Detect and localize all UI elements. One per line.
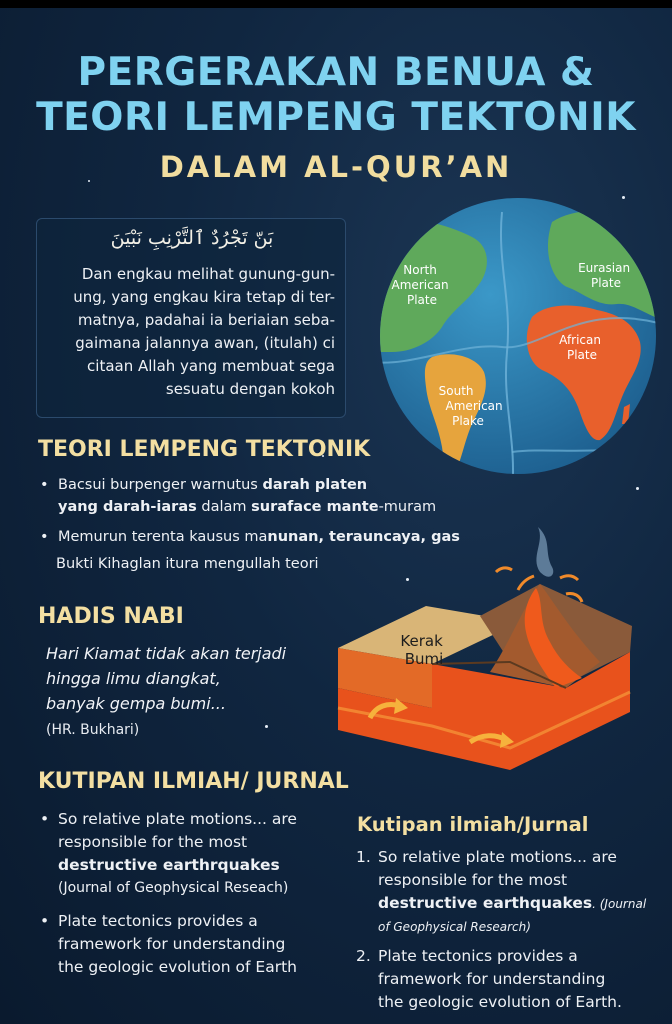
- tectonic-note: Bukti Kihaglan itura mengullah teori: [56, 556, 319, 572]
- text: dalam: [196, 499, 252, 515]
- verse-line: matnya, padahai ia beriaian seba-: [77, 311, 335, 329]
- hadis-line: Hari Kiamat tidak akan terjadi: [46, 644, 287, 663]
- verse-line: citaan Allah yang membuat sega: [87, 357, 335, 375]
- verse-line: Dan engkau melihat gunung-gun-: [81, 265, 335, 283]
- kutipan-heading: KUTIPAN ILMIAH/ JURNAL: [38, 769, 349, 794]
- item-line: Plate tectonics provides a: [378, 947, 578, 965]
- bold-text: suraface mante: [251, 499, 379, 515]
- label-eurasian: Eurasian Plate: [578, 261, 631, 290]
- item-line: [378, 892, 656, 916]
- bullet-line: responsible for the most: [58, 833, 248, 851]
- bullet-line: • Plate tectonics provides a: [58, 912, 258, 930]
- item-line: the geologic evolution of Earth.: [378, 993, 622, 1011]
- citation-source: of Geophysical Research): [378, 920, 531, 934]
- label-african: African Plate: [559, 333, 602, 362]
- item-line: responsible for the most: [378, 871, 568, 889]
- page-subtitle: DALAM AL-QUR’AN: [159, 150, 513, 184]
- list-item: [356, 945, 656, 1014]
- crust-label: Kerak Bumi: [400, 632, 444, 668]
- item-line: So relative plate motions... are: [378, 848, 617, 866]
- bold-text: nunan, terauncaya, gas: [267, 529, 460, 545]
- bold-text: destructive earthquakes: [378, 894, 593, 912]
- page-title-line1: PERGERAKAN BENUA &: [77, 50, 595, 95]
- volcano-svg: [330, 512, 672, 780]
- bullet-line: framework for understanding: [58, 935, 286, 953]
- bullet-line: [58, 854, 328, 877]
- hadis-heading: HADIS NABI: [38, 604, 184, 629]
- bold-text: destructive earthrquakes: [58, 856, 280, 874]
- bold-text: yang darah-iaras: [58, 499, 197, 515]
- bullet-line: [58, 474, 508, 496]
- text: -muram: [378, 499, 437, 515]
- item-line: framework for understanding: [378, 970, 606, 988]
- verse-line: ung, yang engkau kira tetap di ter-: [73, 288, 335, 306]
- hadis-quote: [46, 641, 336, 716]
- volcano-illustration: [330, 512, 672, 780]
- citation-source: . (Journal: [592, 897, 647, 911]
- label-south-american: South American Plake: [438, 384, 503, 428]
- globe-illustration: [372, 192, 672, 492]
- quran-quote-box: [36, 218, 346, 418]
- item-number: 1.: [356, 848, 371, 866]
- hadis-line: banyak gempa bumi...: [46, 694, 226, 713]
- list-item: [38, 808, 328, 900]
- list-item: [38, 910, 328, 979]
- verse-translation: [55, 263, 335, 401]
- hadis-line: hingga limu diangkat,: [46, 669, 221, 688]
- bold-text: darah platen: [262, 477, 368, 493]
- bullet-line: • So relative plate motions... are: [58, 810, 297, 828]
- top-bar: [0, 0, 672, 8]
- list-item: [356, 846, 656, 939]
- spark: [518, 576, 534, 590]
- item-number: 2.: [356, 947, 371, 965]
- page-title-line2: TEORI LEMPENG TEKTONIK: [36, 95, 636, 140]
- globe-svg: [372, 192, 672, 492]
- label-north-american: North American Plate: [391, 263, 449, 307]
- kutipan-right-heading: Kutipan ilmiah/Jurnal: [357, 813, 589, 836]
- text: Memurun terenta kausus ma: [58, 529, 268, 545]
- kutipan-numbered-list: [356, 846, 656, 1020]
- arabic-verse: بَنّ تَجْرُدٌ ٱلتَّرْنِبِ نَبْيَنَ: [110, 227, 274, 249]
- star: [265, 725, 268, 728]
- hadis-source: (HR. Bukhari): [46, 722, 140, 738]
- citation-source: (Journal of Geophysical Reseach): [58, 880, 289, 896]
- smoke-icon: [536, 527, 553, 577]
- text: Bacsui burpenger warnutus: [58, 477, 263, 493]
- tectonic-heading: TEORI LEMPENG TEKTONIK: [38, 437, 371, 462]
- verse-line: sesuatu dengan kokoh: [165, 380, 335, 398]
- kutipan-bullet-list: [38, 808, 328, 989]
- spark: [496, 568, 512, 572]
- spark: [560, 576, 578, 580]
- bullet-line: the geologic evolution of Earth: [58, 958, 297, 976]
- verse-line: gaimana jalannya awan, (itulah) ci: [75, 334, 335, 352]
